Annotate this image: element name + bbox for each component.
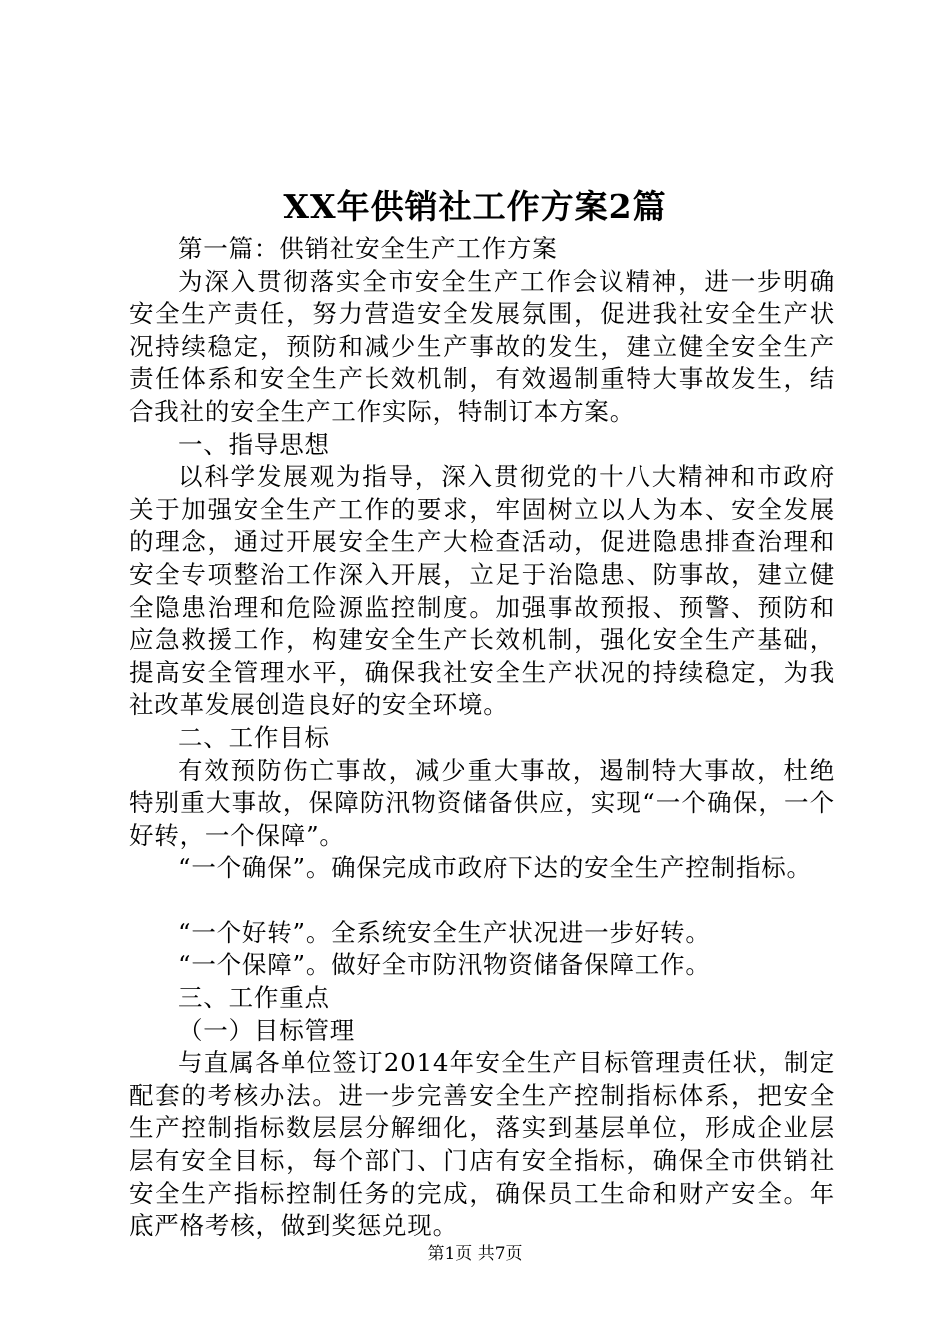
section-heading-work-goals: 二、工作目标: [178, 722, 330, 752]
target-management-paragraph: 与直属各单位签订2014年安全生产目标管理责任状，制定配套的考核办法。进一步完善安全生产控制指标体系，把安全生产控制指标数层层分解细化，落实到基层单位，形成企业层层有安全目标，每个部门、门店有安全指标，确保全市供销社安全生产指标控制任务的完成，确保员工生命和财产安全。年底严格考核，做到奖惩兑现。: [129, 1048, 835, 1241]
goal-item-ensure: “一个确保”。确保完成市政府下达的安全生产控制指标。: [178, 853, 812, 883]
work-goals-paragraph: 有效预防伤亡事故，减少重大事故，遏制特大事故，杜绝特别重大事故，保障防汛物资储备供应，实现“一个确保，一个好转，一个保障”。: [129, 755, 835, 850]
goal-item-improve: “一个好转”。全系统安全生产状况进一步好转。: [178, 917, 711, 947]
section-heading-guiding-thought: 一、指导思想: [178, 429, 330, 459]
document-body: [129, 233, 835, 1243]
document-title: XX年供销社工作方案2篇: [283, 187, 667, 226]
subsection-heading-target-management: （一）目标管理: [178, 1015, 356, 1045]
goal-item-guarantee: “一个保障”。做好全市防汛物资储备保障工作。: [178, 950, 711, 980]
section-heading-work-focus: 三、工作重点: [178, 983, 330, 1013]
section-heading-part-one: 第一篇：供销社安全生产工作方案: [178, 234, 558, 263]
intro-paragraph: 为深入贯彻落实全市安全生产工作会议精神，进一步明确安全生产责任，努力营造安全发展氛围，促进我社安全生产状况持续稳定，预防和减少生产事故的发生，建立健全安全生产责任体系和安全生产长效机制，有效遏制重特大事故发生，结合我社的安全生产工作实际，特制订本方案。: [129, 266, 835, 426]
guiding-thought-paragraph: 以科学发展观为指导，深入贯彻党的十八大精神和市政府关于加强安全生产工作的要求，牢固树立以人为本、安全发展的理念，通过开展安全生产大检查活动，促进隐患排查治理和安全专项整治工作深入开展，立足于治隐患、防事故，建立健全隐患治理和危险源监控制度。加强事故预报、预警、预防和应急救援工作，构建安全生产长效机制，强化安全生产基础，提高安全管理水平，确保我社安全生产状况的持续稳定，为我社改革发展创造良好的安全环境。: [129, 462, 835, 720]
page-number-footer: 第1页 共7页: [427, 1244, 523, 1264]
